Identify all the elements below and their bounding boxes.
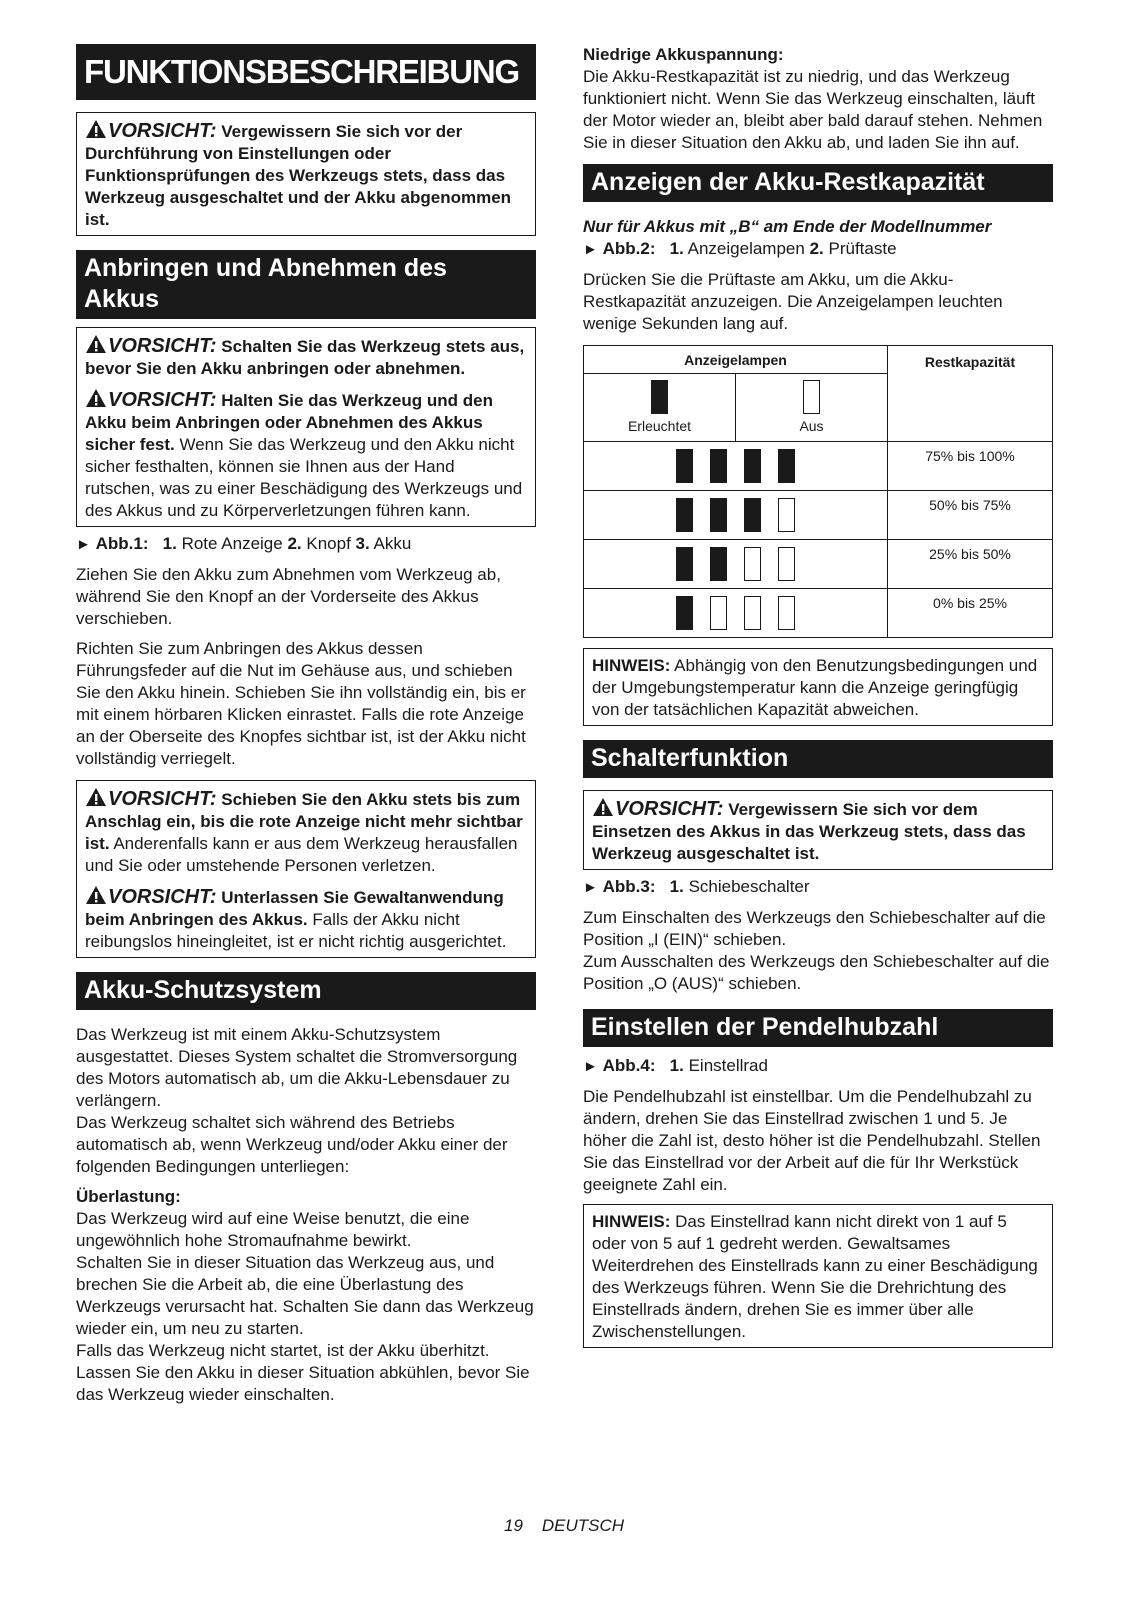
table-row xyxy=(584,491,1053,540)
figure-item: Prüftaste xyxy=(828,239,897,258)
figure-num: 2. xyxy=(809,239,824,258)
caution-body: Vergewissern Sie sich vor dem Einsetzen des Akkus in das Werkzeug stets, dass das Werkzeug ausgeschaltet ist. xyxy=(592,800,1026,863)
table-row xyxy=(584,540,1053,589)
lamp-lit-icon xyxy=(744,498,761,532)
lamp-lit-icon xyxy=(710,498,727,532)
lamp-lit-icon xyxy=(710,449,727,483)
caution-text xyxy=(85,334,527,380)
legend-cell-off xyxy=(736,374,888,442)
warning-icon xyxy=(85,885,107,905)
left-column xyxy=(76,44,536,1406)
warning-icon xyxy=(592,797,614,817)
caution-box xyxy=(76,780,536,958)
arrow-icon: ► xyxy=(76,536,91,553)
lamp-off-icon xyxy=(803,380,820,414)
figure-item: Rote Anzeige xyxy=(181,534,283,553)
caution-body: Wenn Sie das Werkzeug und den Akku nicht sicher festhalten, können sie Ihnen aus der Hand rutschen, was zu einer Beschädigung des Werkzeugs und des Akkus und zu Körperverletzungen führen kann. xyxy=(85,435,523,520)
figure-reference xyxy=(583,1055,1053,1078)
lamp-lit-icon xyxy=(651,380,668,414)
caution-box xyxy=(76,112,536,236)
paragraph: Die Pendelhubzahl ist einstellbar. Um die Pendelhubzahl zu ändern, drehen Sie das Einstellrad zwischen 1 und 5. Je höher die Zahl ist, desto höher ist die Pendelhubzahl. Stellen Sie das Einstellrad vor der Arbeit auf die für Ihr Werkstück geeignete Zahl ein. xyxy=(583,1087,1041,1194)
figure-item: Knopf xyxy=(306,534,351,553)
caution-text xyxy=(592,797,1044,865)
figure-num: 2. xyxy=(287,534,302,553)
caution-body: Vergewissern Sie sich vor der Durchführung von Einstellungen oder Funktionsprüfungen des Werkzeugs stets, dass das Werkzeug ausgeschaltet und der Akku abgenommen ist. xyxy=(85,122,512,229)
legend-label: Erleuchtet xyxy=(627,418,692,434)
lamp-off-icon xyxy=(710,596,727,630)
figure-reference xyxy=(583,238,1053,261)
lamp-lit-icon xyxy=(676,596,693,630)
caution-body: Unterlassen Sie Gewaltanwendung beim Anbringen des Akkus. xyxy=(85,888,504,929)
page-number: 19 xyxy=(504,1516,523,1535)
section-heading-pendulum: Einstellen der Pendelhubzahl xyxy=(583,1009,1053,1047)
lamp-lit-icon xyxy=(676,547,693,581)
lamp-off-icon xyxy=(744,547,761,581)
paragraph: Drücken Sie die Prüftaste am Akku, um die Akku-Restkapazität anzuzeigen. Die Anzeigelampen leuchten wenige Sekunden lang auf. xyxy=(583,270,1003,333)
figure-item: Akku xyxy=(373,534,412,553)
footer-language: DEUTSCH xyxy=(541,1516,624,1535)
lamp-off-icon xyxy=(778,547,795,581)
caution-label: VORSICHT: xyxy=(108,389,217,411)
lamp-lit-icon xyxy=(676,449,693,483)
caution-label: VORSICHT: xyxy=(108,335,217,357)
section-heading-battery-protection: Akku-Schutzsystem xyxy=(76,972,536,1010)
legend-cell-on xyxy=(584,374,736,442)
note-text xyxy=(592,655,1044,721)
section-heading-battery-install: Anbringen und Abnehmen des Akkus xyxy=(76,250,536,319)
paragraph: Schalten Sie in dieser Situation das Werkzeug aus, und brechen Sie die Arbeit ab, die eine Überlastung des Werkzeugs verursacht hat. Schalten Sie dann das Werkzeug wieder ein, um neu zu starten. xyxy=(76,1253,534,1338)
capacity-value: 75% bis 100% xyxy=(888,442,1053,491)
figure-reference xyxy=(76,533,536,556)
figure-item: Einstellrad xyxy=(688,1056,768,1075)
lamp-off-icon xyxy=(744,596,761,630)
table-row xyxy=(584,442,1053,491)
caution-box xyxy=(583,790,1053,870)
figure-item: Anzeigelampen xyxy=(687,239,805,258)
paragraph: Zum Ausschalten des Werkzeugs den Schiebeschalter auf die Position „O (AUS)“ schieben. xyxy=(583,952,1050,993)
note-text xyxy=(592,1211,1044,1343)
paragraph: Falls das Werkzeug nicht startet, ist der Akku überhitzt. Lassen Sie den Akku in dieser Situation abkühlen, bevor Sie das Werkzeug wieder einschalten. xyxy=(76,1341,530,1404)
page-title: FUNKTIONSBESCHREIBUNG xyxy=(76,44,536,100)
caution-text xyxy=(85,119,527,231)
figure-num: 1. xyxy=(669,239,684,258)
section-heading-remaining-capacity: Anzeigen der Akku-Restkapazität xyxy=(583,164,1053,202)
figure-num: 1. xyxy=(162,534,177,553)
figure-label: Abb.4: xyxy=(602,1056,656,1075)
figure-label: Abb.2: xyxy=(602,239,656,258)
lamp-lit-icon xyxy=(710,547,727,581)
page-footer xyxy=(0,1516,1128,1536)
lamp-lit-icon xyxy=(778,449,795,483)
caution-body: Anderenfalls kann er aus dem Werkzeug herausfallen und Sie oder umstehende Personen verletzen. xyxy=(85,834,518,875)
subheading-overload: Überlastung: xyxy=(76,1187,181,1206)
arrow-icon: ► xyxy=(583,1058,598,1075)
arrow-icon: ► xyxy=(583,879,598,896)
arrow-icon: ► xyxy=(583,241,598,258)
legend-label: Aus xyxy=(799,418,824,434)
warning-icon xyxy=(85,119,107,139)
caution-text xyxy=(85,388,527,522)
paragraph: Richten Sie zum Anbringen des Akkus dessen Führungsfeder auf die Nut im Gehäuse aus, und schieben Sie den Akku hinein. Schieben Sie ihn vollständig ein, bis er mit einem hörbaren Klicken einrastet. Falls die rote Anzeige an der Oberseite des Knopfes sichtbar ist, ist der Akku nicht vollständig verriegelt. xyxy=(76,639,526,768)
table-header-capacity: Restkapazität xyxy=(888,346,1053,442)
table-row xyxy=(584,589,1053,638)
capacity-value: 0% bis 25% xyxy=(888,589,1053,638)
note-body: Das Einstellrad kann nicht direkt von 1 auf 5 oder von 5 auf 1 gedreht werden. Gewaltsames Weiterdrehen des Einstellrads kann zu einer Beschädigung des Werkzeugs führen. Wenn Sie die Drehrichtung des Einstellrads ändern, drehen Sie es immer über alle Zwischenstellungen. xyxy=(592,1212,1038,1341)
caution-body: Schieben Sie den Akku stets bis zum Anschlag ein, bis die rote Anzeige nicht mehr sichtbar ist. xyxy=(85,790,523,853)
warning-icon xyxy=(85,334,107,354)
lamp-lit-icon xyxy=(676,498,693,532)
note-box xyxy=(583,1204,1053,1348)
figure-num: 3. xyxy=(355,534,370,553)
section-heading-switch: Schalterfunktion xyxy=(583,740,1053,778)
paragraph: Die Akku-Restkapazität ist zu niedrig, und das Werkzeug funktioniert nicht. Wenn Sie das Werkzeug einschalten, läuft der Motor wieder an, bleibt aber bald darauf stehen. Nehmen Sie in dieser Situation den Akku ab, und laden Sie ihn auf. xyxy=(583,67,1043,152)
caution-box xyxy=(76,327,536,527)
caution-body: Halten Sie das Werkzeug und den Akku beim Anbringen oder Abnehmen des Akkus sicher fest. xyxy=(85,391,493,454)
right-column xyxy=(583,44,1053,1348)
caution-label: VORSICHT: xyxy=(108,886,217,908)
figure-reference xyxy=(583,876,1053,899)
paragraph: Das Werkzeug ist mit einem Akku-Schutzsystem ausgestattet. Dieses System schaltet die Stromversorgung des Motors automatisch ab, um die Akku-Lebensdauer zu verlängern. xyxy=(76,1025,518,1110)
lamp-off-icon xyxy=(778,498,795,532)
figure-label: Abb.1: xyxy=(95,534,149,553)
caution-body: Schalten Sie das Werkzeug stets aus, bevor Sie den Akku anbringen oder abnehmen. xyxy=(85,337,525,378)
capacity-indicator-table xyxy=(583,345,1053,638)
note-label: HINWEIS: xyxy=(592,1212,671,1231)
paragraph: Das Werkzeug schaltet sich während des Betriebs automatisch ab, wenn Werkzeug und/oder Akku einer der folgenden Bedingungen unterliegen: xyxy=(76,1113,508,1176)
paragraph: Das Werkzeug wird auf eine Weise benutzt, die eine ungewöhnlich hohe Stromaufnahme bewirkt. xyxy=(76,1209,470,1250)
warning-icon xyxy=(85,388,107,408)
figure-label: Abb.3: xyxy=(602,877,656,896)
caution-body: Falls der Akku nicht reibungslos hineingleitet, ist er nicht richtig ausgerichtet. xyxy=(85,910,507,951)
caution-text xyxy=(85,787,527,877)
subtitle-model-note: Nur für Akkus mit „B“ am Ende der Modellnummer xyxy=(583,217,992,236)
figure-num: 1. xyxy=(669,1056,684,1075)
caution-label: VORSICHT: xyxy=(615,798,724,820)
capacity-value: 25% bis 50% xyxy=(888,540,1053,589)
caution-label: VORSICHT: xyxy=(108,120,217,142)
caution-label: VORSICHT: xyxy=(108,788,217,810)
lamp-lit-icon xyxy=(744,449,761,483)
lamp-off-icon xyxy=(778,596,795,630)
lamp-cell xyxy=(584,589,888,638)
figure-num: 1. xyxy=(669,877,684,896)
note-body: Abhängig von den Benutzungsbedingungen und der Umgebungstemperatur kann die Anzeige geringfügig von der tatsächlichen Kapazität abweichen. xyxy=(592,656,1038,719)
subheading-low-voltage: Niedrige Akkuspannung: xyxy=(583,45,784,64)
capacity-value: 50% bis 75% xyxy=(888,491,1053,540)
lamp-cell xyxy=(584,540,888,589)
warning-icon xyxy=(85,787,107,807)
paragraph: Ziehen Sie den Akku zum Abnehmen vom Werkzeug ab, während Sie den Knopf an der Vorderseite des Akkus verschieben. xyxy=(76,565,501,628)
paragraph: Zum Einschalten des Werkzeugs den Schiebeschalter auf die Position „I (EIN)“ schieben. xyxy=(583,908,1046,949)
lamp-cell xyxy=(584,491,888,540)
figure-item: Schiebeschalter xyxy=(688,877,810,896)
caution-text xyxy=(85,885,527,953)
note-label: HINWEIS: xyxy=(592,656,671,675)
table-header-lamps: Anzeigelampen xyxy=(584,346,888,374)
note-box xyxy=(583,648,1053,726)
lamp-cell xyxy=(584,442,888,491)
